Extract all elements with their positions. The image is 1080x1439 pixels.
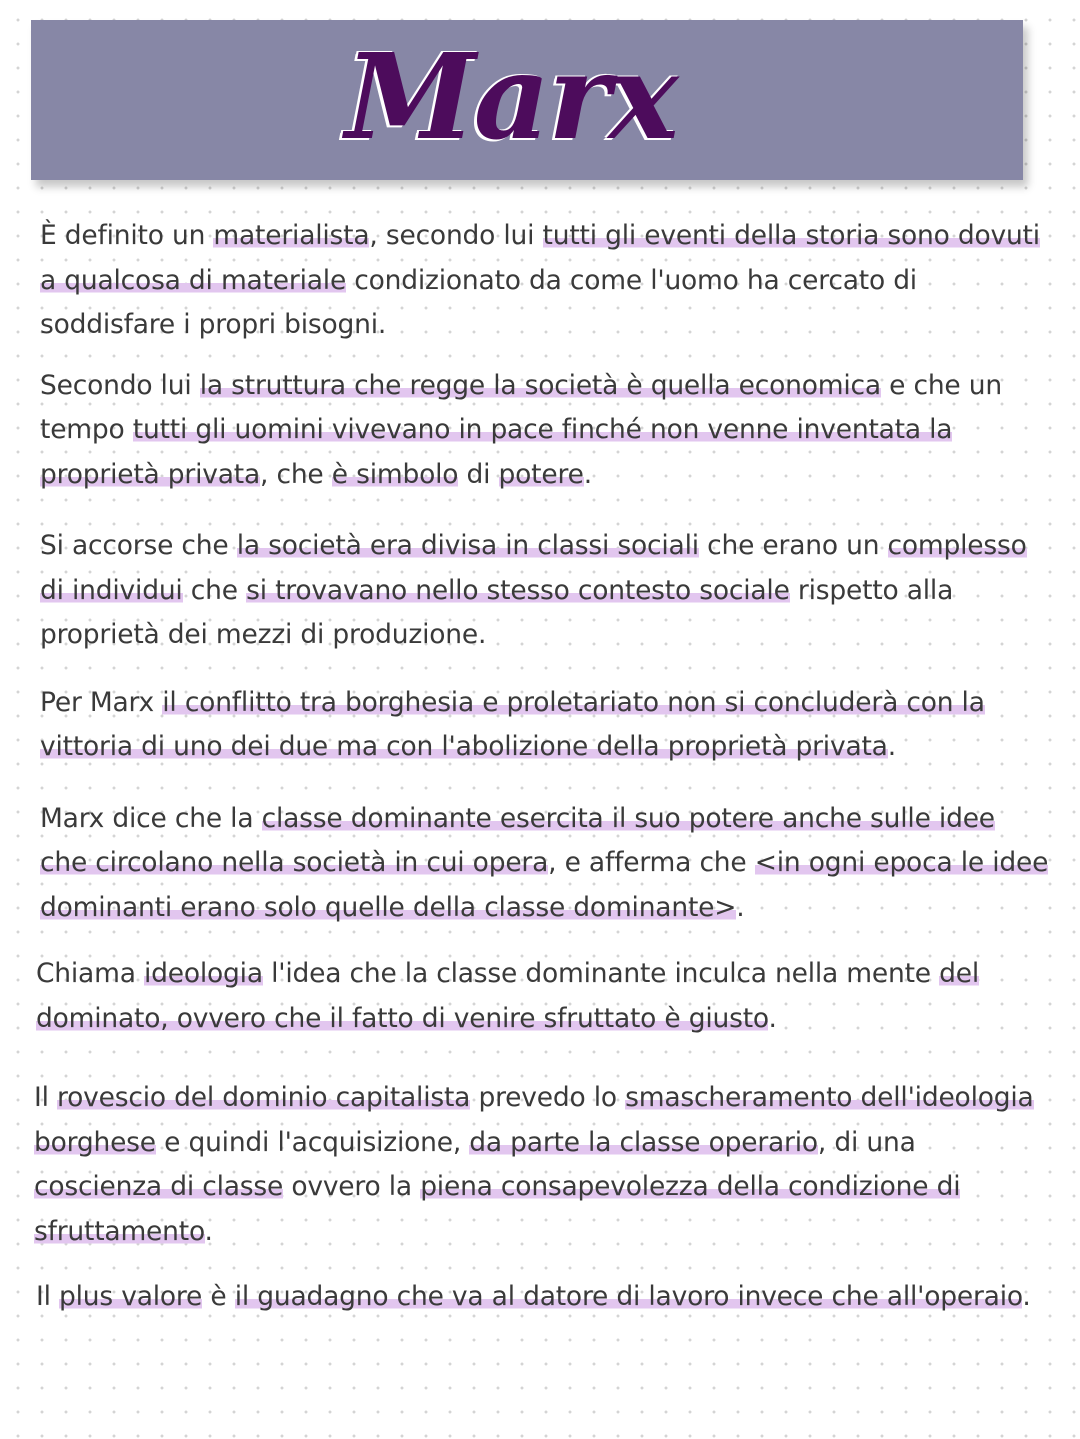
text-segment: Chiama bbox=[36, 958, 144, 989]
text-segment: , e afferma che bbox=[548, 847, 755, 878]
paragraph-class-consciousness bbox=[34, 1076, 1050, 1254]
text-segment: e quindi l'acquisizione, bbox=[155, 1126, 470, 1158]
paragraph-dominant-ideas bbox=[40, 797, 1050, 931]
paragraph-surplus-value bbox=[36, 1275, 1050, 1320]
text-segment: . bbox=[1022, 1281, 1031, 1312]
text-segment: , secondo lui bbox=[369, 220, 543, 251]
highlighted-text: classe dominante esercita il suo potere anche sulle idee che circolano nella società in cui opera bbox=[40, 802, 995, 878]
text-segment: Il bbox=[36, 1281, 60, 1312]
text-segment: , di una bbox=[817, 1126, 916, 1158]
highlighted-text: coscienza di classe bbox=[34, 1171, 284, 1202]
paragraph-materialism bbox=[40, 214, 1050, 348]
paragraph-economic-structure bbox=[40, 364, 1050, 498]
text-segment: l'idea che la classe dominante inculca nella mente bbox=[262, 958, 940, 989]
highlighted-text: potere bbox=[498, 458, 584, 490]
highlighted-text: plus valore bbox=[59, 1281, 203, 1312]
text-segment: . bbox=[768, 1002, 777, 1034]
notes-body bbox=[34, 214, 1050, 1320]
text-segment: . bbox=[204, 1215, 213, 1247]
text-segment: e che un tempo bbox=[40, 369, 1002, 445]
page-title: Marx bbox=[345, 26, 677, 166]
text-segment: ovvero la bbox=[283, 1171, 421, 1202]
paragraph-class-conflict bbox=[40, 681, 1050, 770]
text-segment: rispetto alla proprietà dei mezzi di produzione. bbox=[40, 574, 954, 650]
highlighted-text: smascheramento dell'ideologia borghese bbox=[34, 1082, 1034, 1158]
highlighted-text: materialista bbox=[213, 220, 370, 251]
highlighted-text: tutti gli eventi della storia sono dovuti a qualcosa di materiale bbox=[40, 220, 1040, 296]
highlighted-text: ideologia bbox=[143, 958, 263, 989]
highlighted-text: piena consapevolezza della condizione di sfruttamento bbox=[34, 1171, 961, 1247]
highlighted-text: si trovavano nello stesso contesto sociale bbox=[246, 574, 790, 606]
text-segment: . bbox=[583, 458, 592, 490]
highlighted-text: complesso di individui bbox=[40, 530, 1027, 606]
text-segment: . bbox=[736, 891, 745, 923]
highlighted-text: il conflitto tra borghesia e proletariato non si concluderà con la vittoria di uno dei due ma con l'abolizione della proprietà privata bbox=[40, 686, 985, 762]
text-segment: . bbox=[887, 731, 896, 762]
text-segment: Marx dice che la bbox=[40, 802, 262, 834]
paragraph-ideology bbox=[36, 952, 1050, 1041]
text-segment: che erano un bbox=[698, 530, 888, 561]
highlighted-text: <in ogni epoca le idee dominanti erano solo quelle della classe dominante> bbox=[40, 847, 1049, 923]
text-segment: che bbox=[182, 574, 247, 606]
text-segment: prevedo lo bbox=[470, 1082, 626, 1113]
highlighted-text: è simbolo bbox=[331, 458, 459, 490]
text-segment: condizionato da come l'uomo ha cercato di soddisfare i propri bisogni. bbox=[40, 264, 917, 340]
highlighted-text: la struttura che regge la società è quella economica bbox=[199, 369, 881, 401]
highlighted-text: del dominato, ovvero che il fatto di venire sfruttato è giusto bbox=[36, 958, 980, 1034]
text-segment: è bbox=[202, 1281, 235, 1312]
text-segment: Per Marx bbox=[40, 686, 163, 718]
highlighted-text: da parte la classe operario bbox=[469, 1126, 818, 1158]
text-segment: È definito un bbox=[40, 220, 214, 251]
text-segment: , che bbox=[260, 458, 332, 490]
text-segment: Si accorse che bbox=[40, 530, 237, 561]
highlighted-text: la società era divisa in classi sociali bbox=[236, 530, 699, 561]
text-segment: di bbox=[458, 458, 499, 490]
highlighted-text: il guadagno che va al datore di lavoro invece che all'operaio bbox=[234, 1281, 1023, 1312]
paragraph-social-classes bbox=[40, 524, 1050, 658]
text-segment: Il bbox=[34, 1082, 58, 1113]
text-segment: Secondo lui bbox=[40, 369, 200, 401]
highlighted-text: tutti gli uomini vivevano in pace finché non venne inventata la proprietà privata bbox=[40, 414, 953, 490]
highlighted-text: rovescio del dominio capitalista bbox=[57, 1082, 471, 1113]
